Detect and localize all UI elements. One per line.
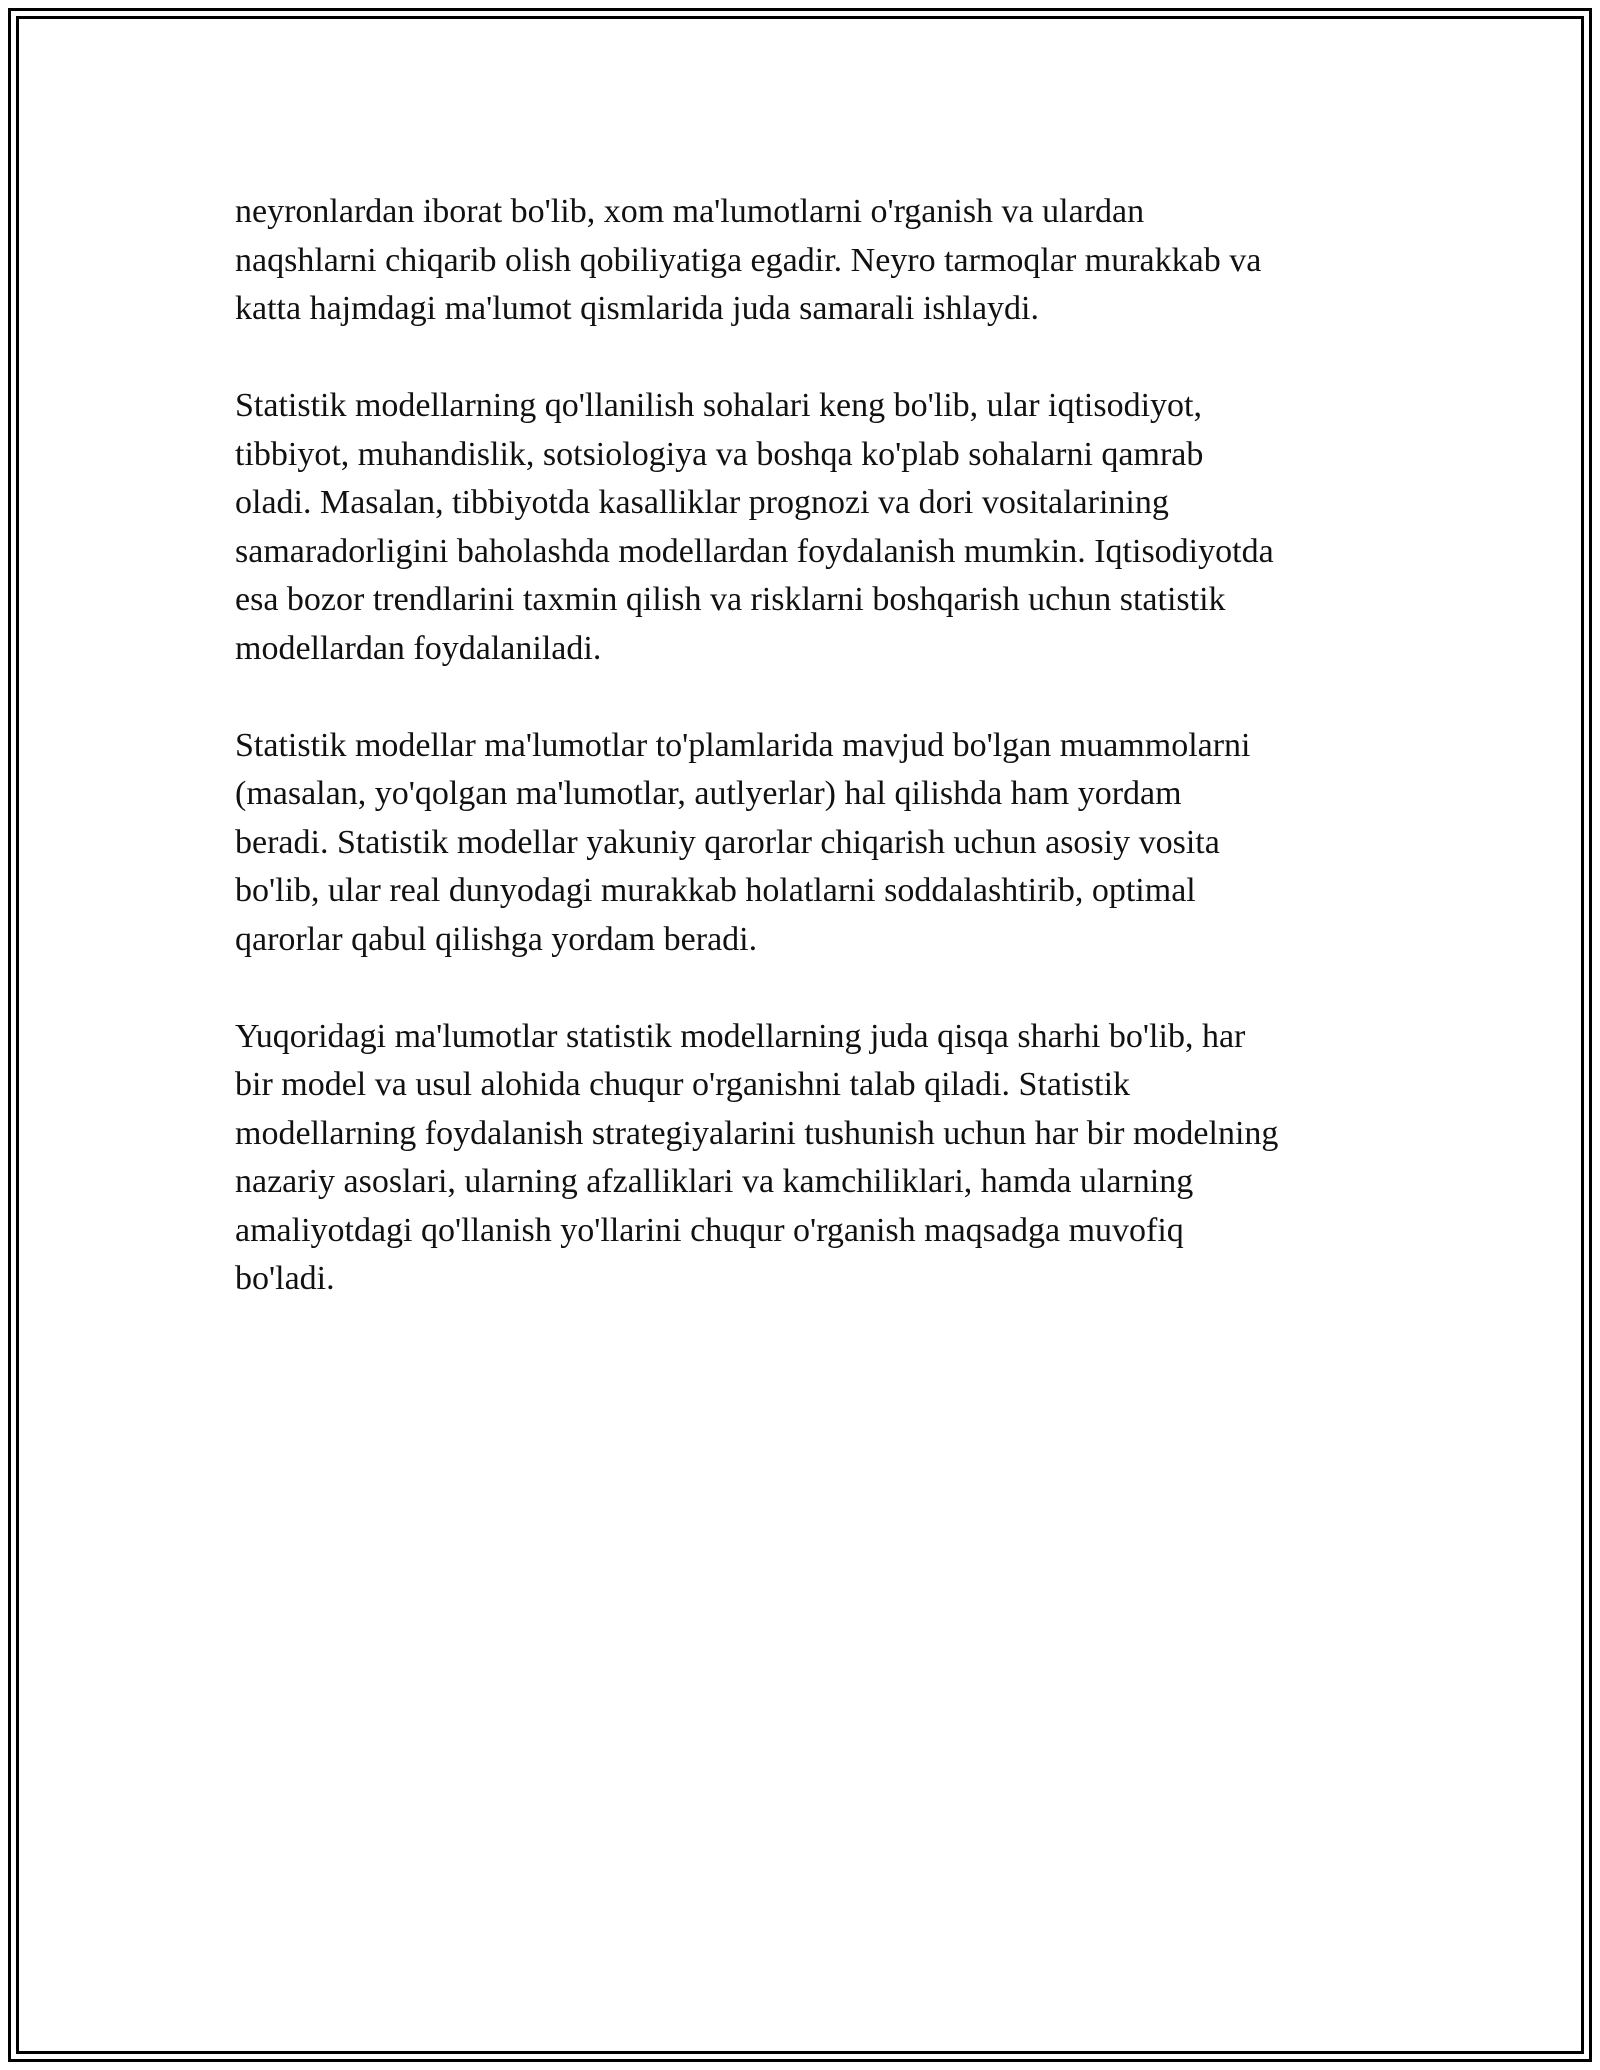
text-line: esa bozor trendlarini taxmin qilish va risklarni boshqarish uchun statistik xyxy=(235,581,1226,618)
paragraph-4 xyxy=(235,1013,1375,1304)
text-line: Statistik modellar ma'lumotlar to'plamlarida mavjud bo'lgan muammolarni xyxy=(235,726,1251,764)
document-body xyxy=(235,188,1375,1352)
paragraph-3 xyxy=(235,722,1375,965)
text-line: tibbiyot, muhandislik, sotsiologiya va boshqa ko'plab sohalarni qamrab xyxy=(235,435,1204,473)
text-line: modellarning foydalanish strategiyalarini tushunish uchun har bir modelning xyxy=(235,1114,1279,1152)
text-line: bo'ladi. xyxy=(235,1260,335,1297)
paragraph-2 xyxy=(235,382,1375,673)
text-line: modellardan foydalaniladi. xyxy=(235,629,602,667)
text-line: naqshlarni chiqarib olish qobiliyatiga egadir. Neyro tarmoqlar murakkab va xyxy=(235,241,1262,279)
text-line: Yuqoridagi ma'lumotlar statistik modellarning juda qisqa sharhi bo'lib, har xyxy=(235,1017,1246,1055)
text-line: bo'lib, ular real dunyodagi murakkab holatlarni soddalashtirib, optimal xyxy=(235,872,1196,909)
text-line: samaradorligini baholashda modellardan foydalanish mumkin. Iqtisodiyotda xyxy=(235,532,1274,570)
text-line: oladi. Masalan, tibbiyotda kasalliklar prognozi va dori vositalarining xyxy=(235,484,1169,521)
text-line: neyronlardan iborat bo'lib, xom ma'lumotlarni o'rganish va ulardan xyxy=(235,193,1145,230)
text-line: amaliyotdagi qo'llanish yo'llarini chuqur o'rganish maqsadga muvofiq xyxy=(235,1211,1184,1249)
text-line: (masalan, yo'qolgan ma'lumotlar, autlyerlar) hal qilishda ham yordam xyxy=(235,775,1182,812)
paragraph-1 xyxy=(235,188,1375,334)
text-line: katta hajmdagi ma'lumot qismlarida juda samarali ishlaydi. xyxy=(235,290,1039,327)
text-line: nazariy asoslari, ularning afzalliklari va kamchiliklari, hamda ularning xyxy=(235,1163,1194,1200)
text-line: Statistik modellarning qo'llanilish sohalari keng bo'lib, ular iqtisodiyot, xyxy=(235,387,1202,424)
text-line: beradi. Statistik modellar yakuniy qarorlar chiqarish uchun asosiy vosita xyxy=(235,823,1220,861)
text-line: qarorlar qabul qilishga yordam beradi. xyxy=(235,920,758,958)
text-line: bir model va usul alohida chuqur o'rganishni talab qiladi. Statistik xyxy=(235,1066,1131,1103)
